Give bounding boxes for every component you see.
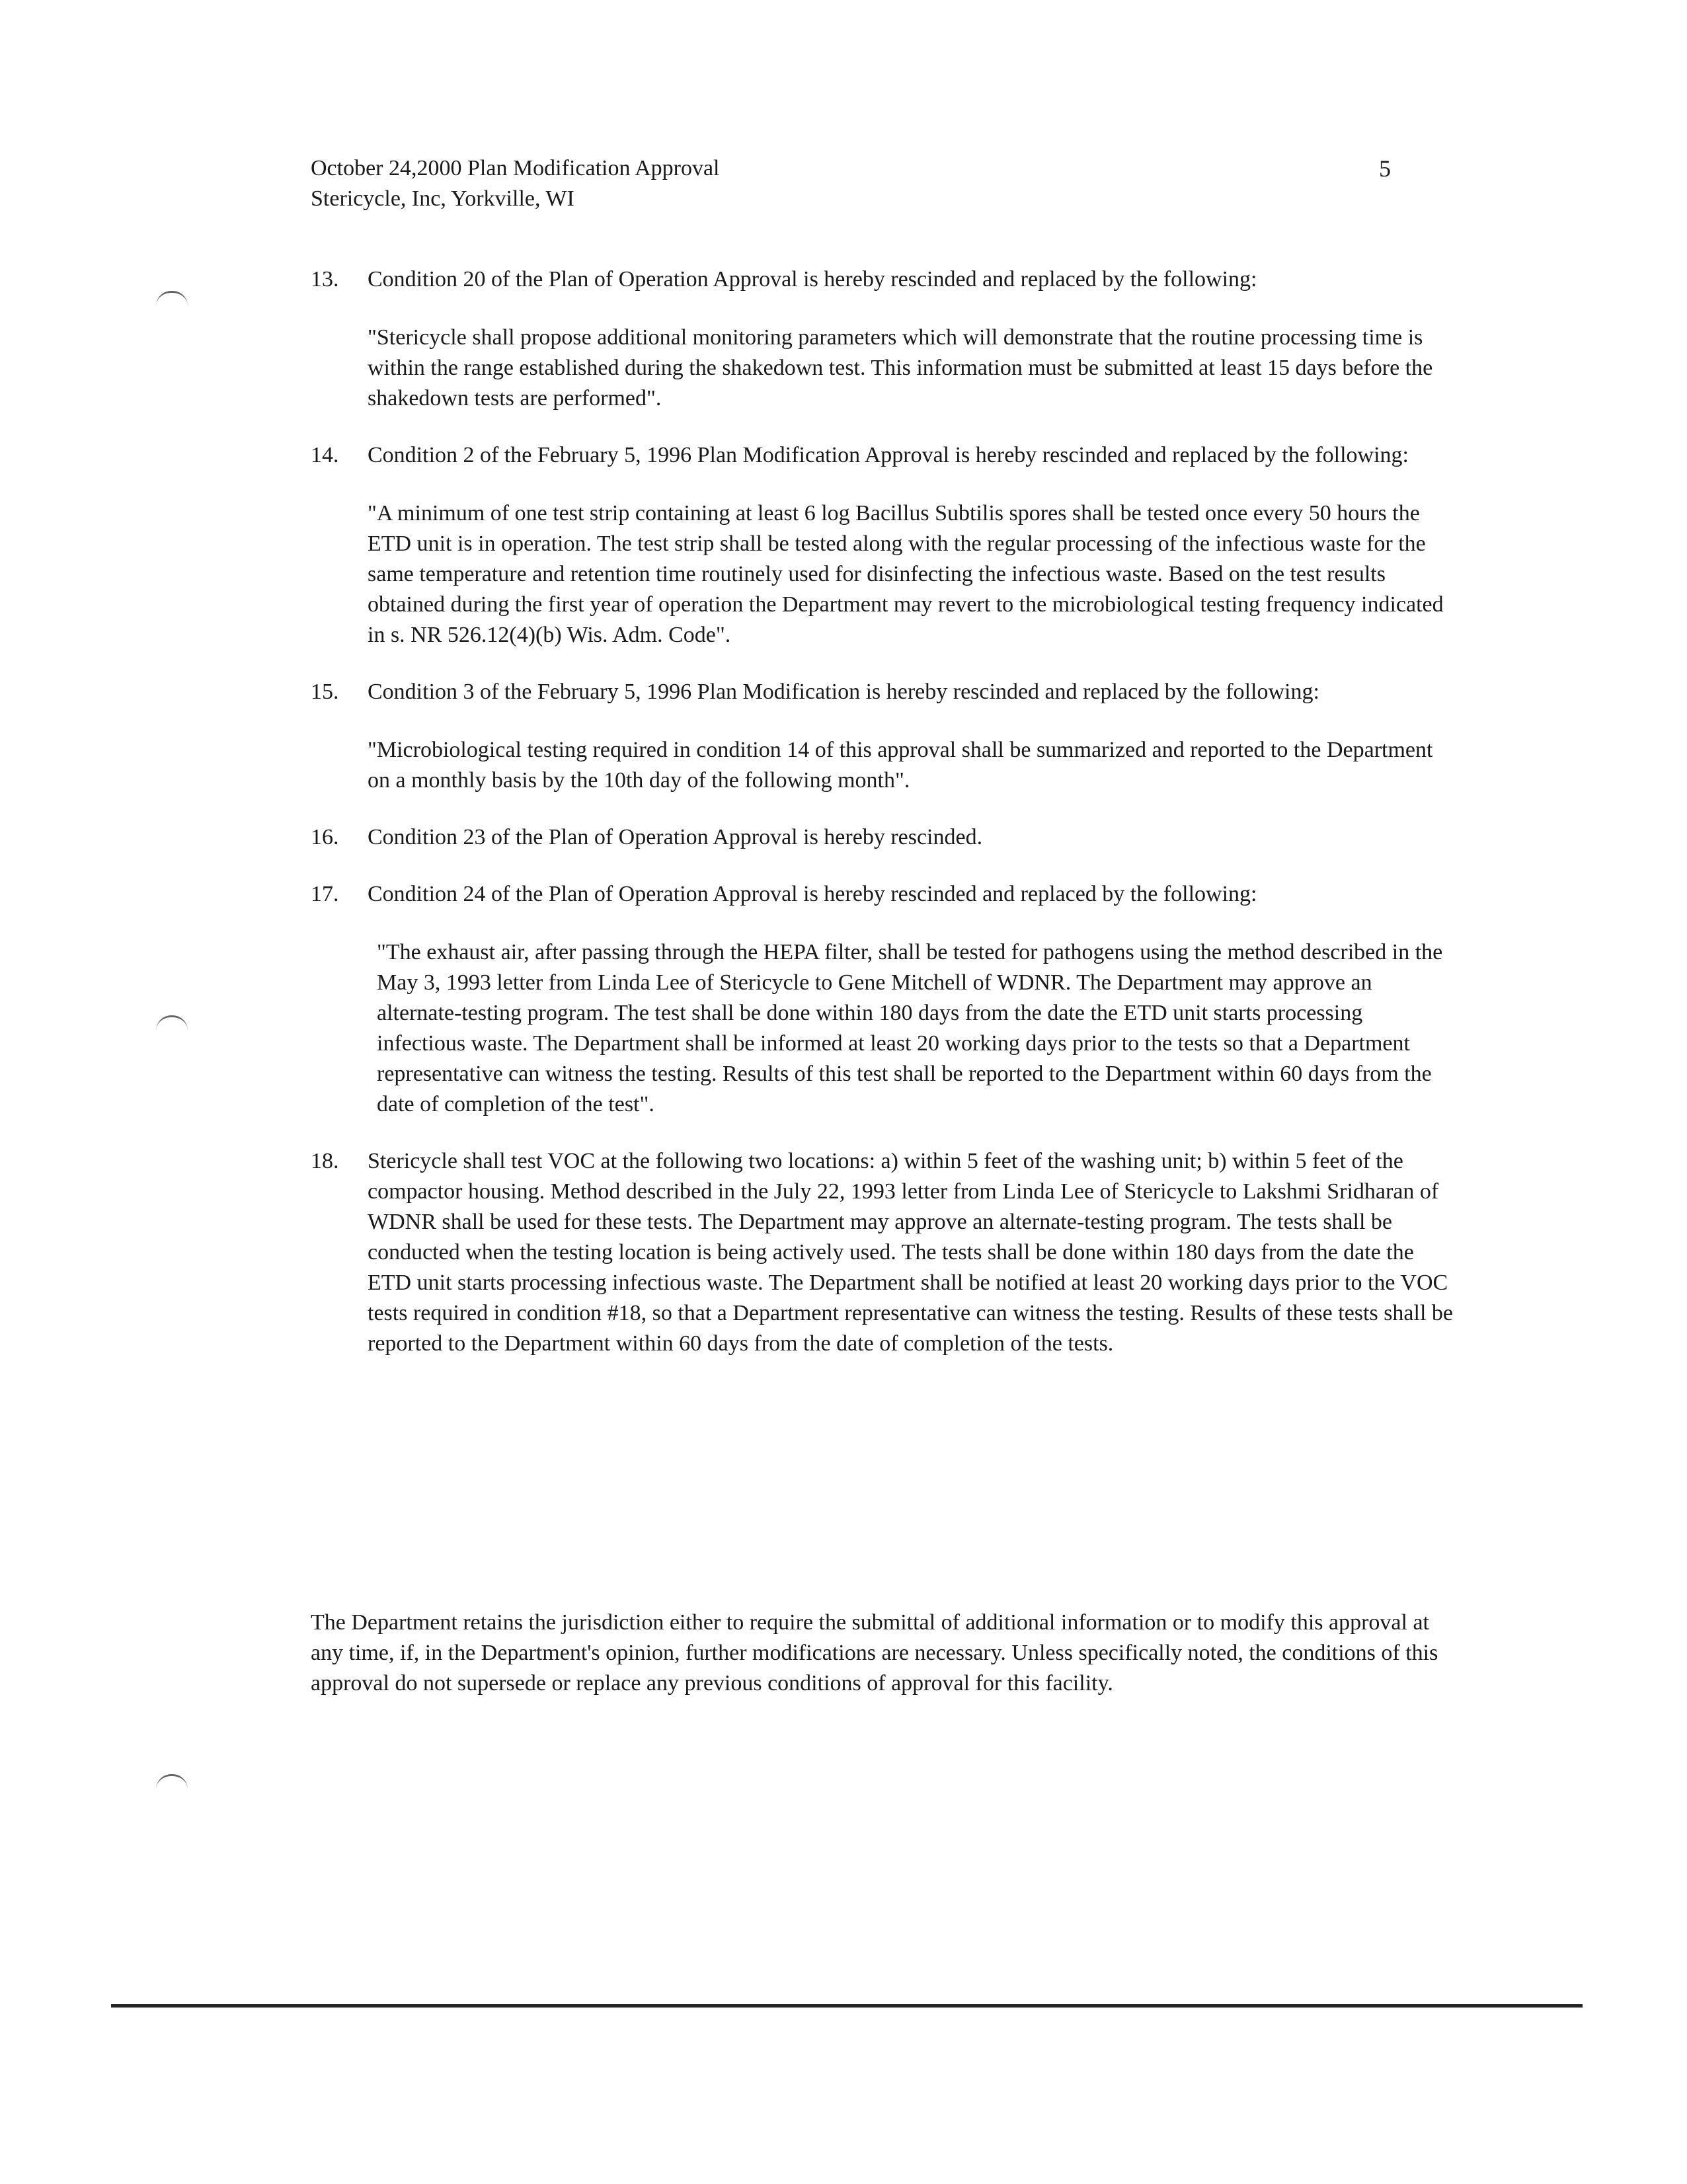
condition-text: Condition 24 of the Plan of Operation Approval is hereby rescinded and replaced by the following: <box>368 882 1257 906</box>
condition-text: Condition 23 of the Plan of Operation Approval is hereby rescinded. <box>368 825 983 849</box>
footer-rule <box>111 2004 1583 2008</box>
closing-paragraph: The Department retains the jurisdiction either to require the submittal of additional information or to modify this approval at any time, if, in the Department's opinion, further modifications are necessary. Unless specifically noted, the conditions of this approval do not supersede or replace any previous conditions of approval for this facility. <box>311 1610 1438 1696</box>
page-number: 5 <box>1379 155 1391 182</box>
condition-15 <box>311 677 1454 796</box>
condition-quote: "Microbiological testing required in condition 14 of this approval shall be summarized and reported to the Department on a monthly basis by the 10th day of the following month". <box>368 738 1433 793</box>
condition-text: Condition 2 of the February 5, 1996 Plan Modification Approval is hereby rescinded and replaced by the following: <box>368 443 1409 467</box>
conditions-list <box>311 264 1454 1385</box>
condition-17 <box>311 879 1454 1120</box>
condition-quote: "The exhaust air, after passing through the HEPA filter, shall be tested for pathogens using the method described in the May 3, 1993 letter from Linda Lee of Stericycle to Gene Mitchell of WDNR. The Department may approve an alternate-testing program. The test shall be done within 180 days from the date the ETD unit starts processing infectious waste. The Department shall be informed at least 20 working days prior to the tests so that a Department representative can witness the testing. Results of this test shall be reported to the Department within 60 days from the date of completion of the test". <box>377 940 1443 1116</box>
condition-text: Condition 3 of the February 5, 1996 Plan Modification is hereby rescinded and replaced by the following: <box>368 680 1319 704</box>
condition-text: Stericycle shall test VOC at the following two locations: a) within 5 feet of the washing unit; b) within 5 feet of the compactor housing. Method described in the July 22, 1993 letter from Linda Lee of Stericycle to Lakshmi Sridharan of WDNR shall be used for these tests. The Department may approve an alternate-testing program. The tests shall be conducted when the testing location is being actively used. The tests shall be done within 180 days from the date the ETD unit starts processing infectious waste. The Department shall be notified at least 20 working days prior to the VOC tests required in condition #18, so that a Department representative can witness the testing. Results of these tests shall be reported to the Department within 60 days from the date of completion of the tests. <box>368 1149 1453 1356</box>
binder-hole-mark <box>156 1015 188 1031</box>
condition-quote: "A minimum of one test strip containing at least 6 log Bacillus Subtilis spores shall be tested once every 50 hours the ETD unit is in operation. The test strip shall be tested along with the regular processing of the infectious waste for the same temperature and retention time routinely used for disinfecting the infectious waste. Based on the test results obtained during the first year of operation the Department may revert to the microbiological testing frequency indicated in s. NR 526.12(4)(b) Wis. Adm. Code". <box>368 501 1444 647</box>
binder-hole-mark <box>156 1774 188 1789</box>
condition-number: 16. <box>311 825 339 849</box>
condition-18 <box>311 1146 1454 1359</box>
condition-text: Condition 20 of the Plan of Operation Approval is hereby rescinded and replaced by the following: <box>368 267 1257 292</box>
header-title: October 24,2000 Plan Modification Approval <box>311 156 720 180</box>
condition-number: 13. <box>311 267 339 292</box>
condition-13 <box>311 264 1454 414</box>
condition-14 <box>311 440 1454 650</box>
condition-number: 17. <box>311 882 339 906</box>
binder-hole-mark <box>156 291 188 306</box>
letter-header <box>311 153 720 214</box>
header-facility: Stericycle, Inc, Yorkville, WI <box>311 186 574 211</box>
condition-number: 14. <box>311 443 339 467</box>
condition-16 <box>311 822 1454 853</box>
condition-quote: "Stericycle shall propose additional monitoring parameters which will demonstrate that the routine processing time is within the range established during the shakedown test. This information must be submitted at least 15 days before the shakedown tests are performed". <box>368 325 1433 410</box>
condition-number: 15. <box>311 680 339 704</box>
condition-number: 18. <box>311 1149 339 1173</box>
